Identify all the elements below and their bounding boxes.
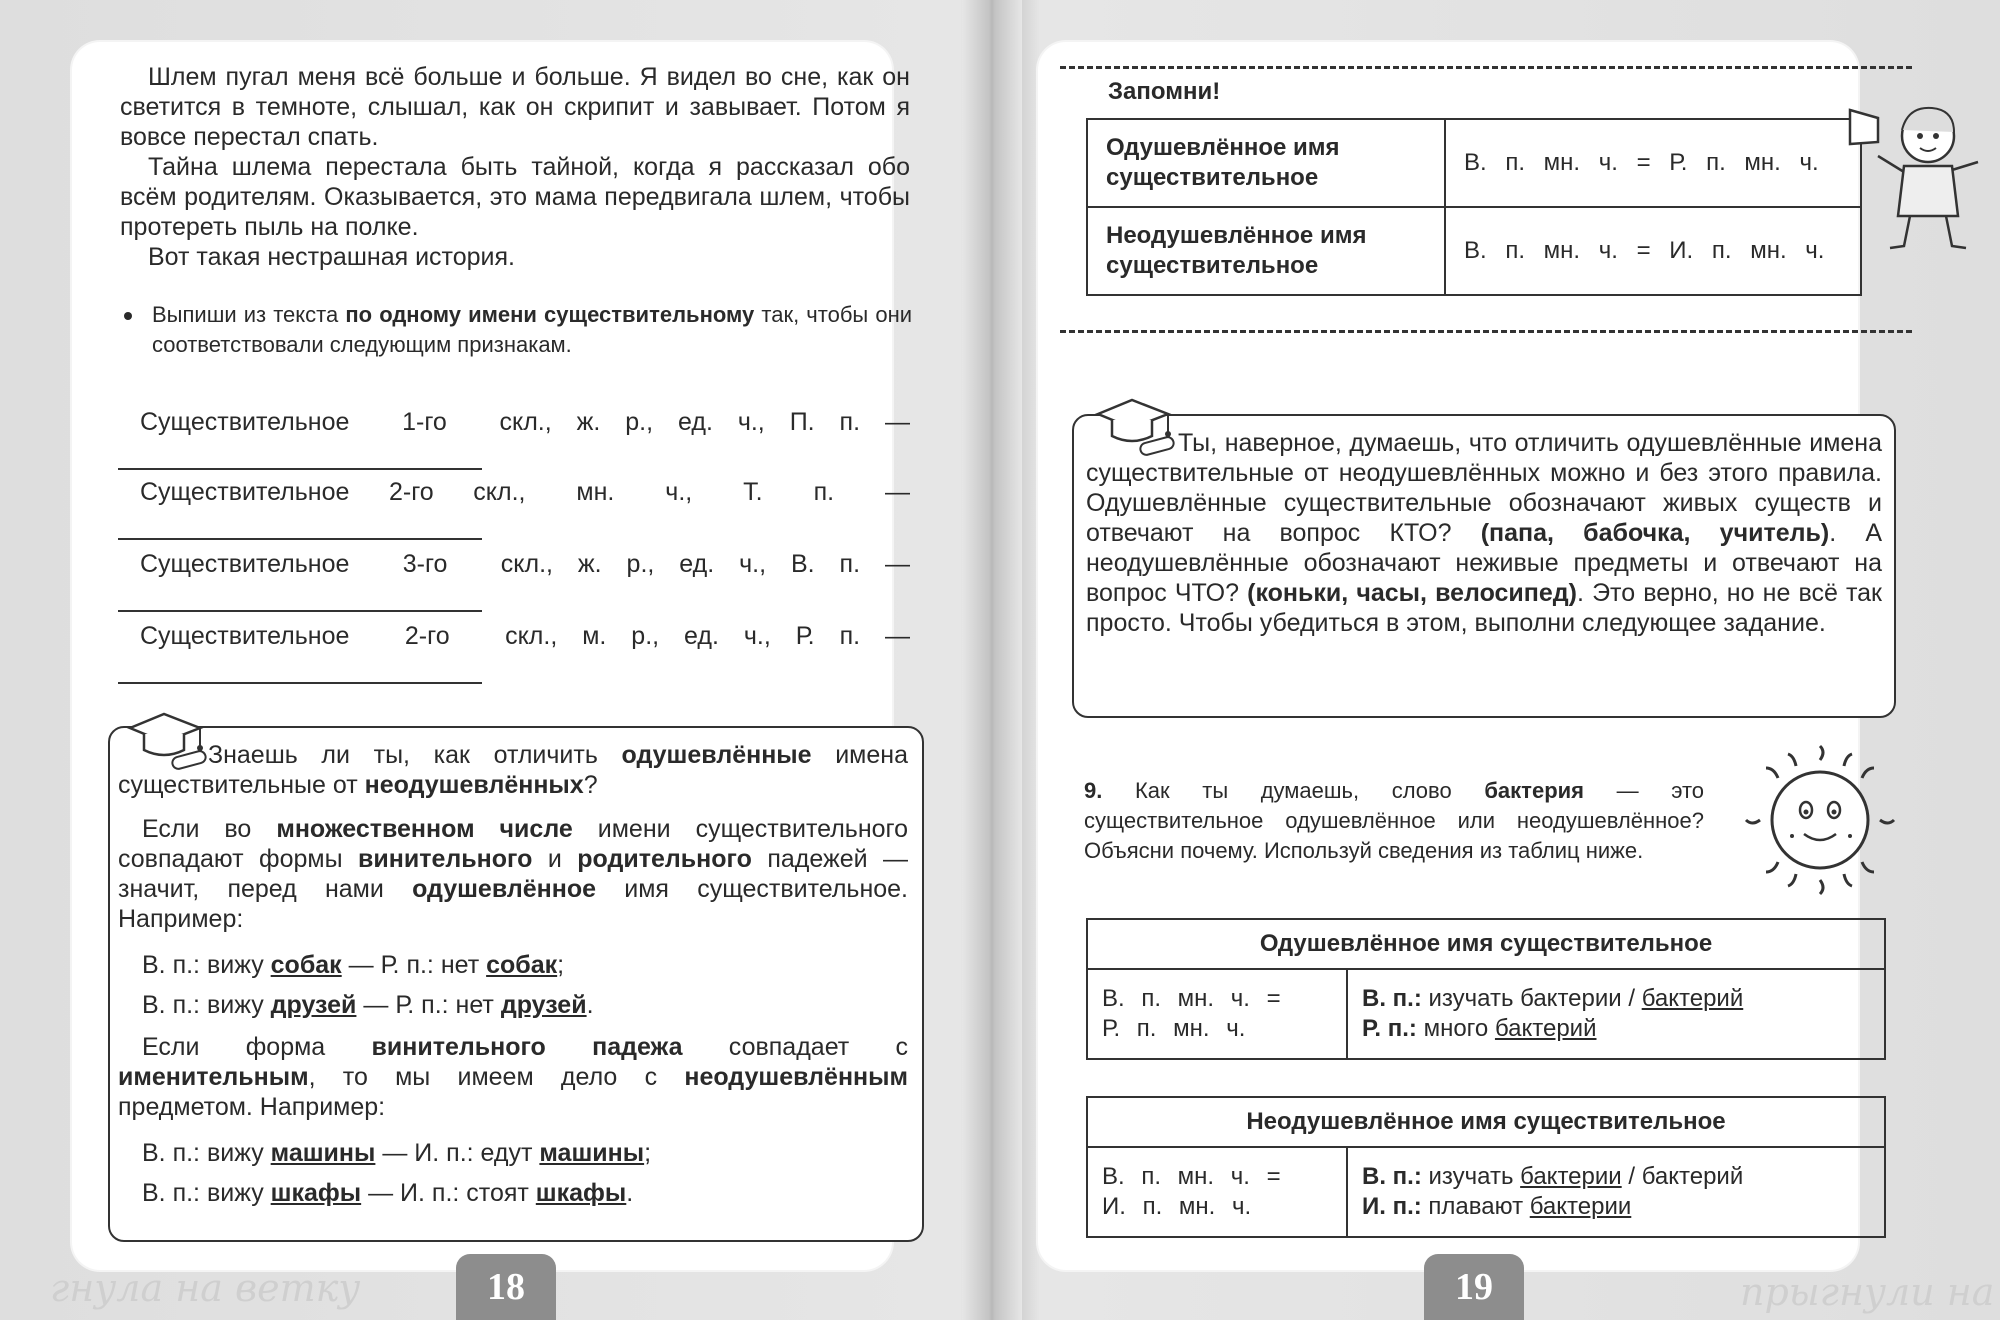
inanimate-table-examples: В. п.: изучать бактерии / бактерий И. п.: плавают бактерии [1347, 1147, 1885, 1237]
dashed-divider-top [1060, 66, 1912, 69]
dashed-divider-bottom [1060, 330, 1912, 333]
answer-line-2[interactable] [118, 538, 482, 540]
memo-table [1086, 118, 1862, 296]
rule-box-question: Знаешь ли ты, как отличить одушевлённые имена существительные от неодушевлённых? [118, 741, 908, 799]
story-paragraph-3: Вот такая нестрашная история. [148, 243, 515, 271]
boy-with-megaphone-icon [1838, 96, 1988, 256]
inanimate-table-rule: В. п. мн. ч. = И. п. мн. ч. [1087, 1147, 1347, 1237]
memo-rule-animate: В. п. мн. ч. = Р. п. мн. ч. [1445, 119, 1861, 207]
background-scribble-right: прыгнули на [1740, 1270, 1995, 1314]
memo-row-animate [1087, 119, 1861, 207]
memo-row-inanimate [1087, 207, 1861, 295]
inanimate-table-header: Неодушевлённое имя существительное [1087, 1097, 1885, 1147]
animate-table-header: Одушевлённое имя существительное [1087, 919, 1885, 969]
inanimate-table [1086, 1096, 1886, 1238]
answer-row-3: Существительное 3-го скл., ж. р., ед. ч., В. п. — [140, 550, 910, 578]
task-9: 9. Как ты думаешь, слово бактерия — это существительное одушевлённое или неодушевлённое? Объясни почему. Используй сведения из таблиц ниже. [1084, 778, 1705, 863]
page-number-right: 19 [1424, 1254, 1524, 1320]
example-1: В. п.: вижу собак — Р. п.: нет собак; [142, 951, 565, 979]
info-box-right [1072, 414, 1896, 718]
story-text [120, 62, 910, 272]
task-instruction: Выпиши из текста по одному имени существительному так, чтобы они соответствовали следующим признакам. [152, 302, 913, 357]
memo-rule-inanimate: В. п. мн. ч. = И. п. мн. ч. [1445, 207, 1861, 295]
answer-row-1: Существительное 1-го скл., ж. р., ед. ч., П. п. — [140, 408, 910, 436]
remember-title: Запомни! [1108, 78, 1221, 105]
graduation-cap-icon [1088, 386, 1178, 466]
memo-label-animate: Одушевлённое имя существительное [1087, 119, 1445, 207]
answer-row-4: Существительное 2-го скл., м. р., ед. ч., Р. п. — [140, 622, 910, 650]
story-paragraph-2: Тайна шлема перестала быть тайной, когда я рассказал обо всём родителям. Оказывается, это мама передвигала шлем, чтобы протереть пыль на полке. [120, 153, 910, 241]
example-3: В. п.: вижу машины — И. п.: едут машины; [142, 1139, 652, 1167]
answer-line-3[interactable] [118, 610, 482, 612]
answer-line-4[interactable] [118, 682, 482, 684]
bacterium-icon [1740, 740, 1900, 900]
memo-label-inanimate: Неодушевлённое имя существительное [1087, 207, 1445, 295]
book-gutter [962, 0, 1022, 1320]
animate-table [1086, 918, 1886, 1060]
rule-box-paragraph-1: Если во множественном числе имени существительного совпадают формы винительного и родительного падежей — значит, перед нами одушевлённое имя существительное. Например: [118, 815, 909, 933]
page-number-left: 18 [456, 1254, 556, 1320]
info-box-text: Ты, наверное, думаешь, что отличить одушевлённые имена существительные от неодушевлённых можно и без этого правила. Одушевлённые существительные обозначают живых существ и отвечают на вопрос КТО? (папа, бабочка, учитель). А неодушевлённые обозначают неживые предметы и отвечают на вопрос ЧТО? (коньки, часы, велосипед). Это верно, но не всё так просто. Чтобы убедиться в этом, выполни следующее задание. [1086, 429, 1882, 637]
answer-row-2: Существительное 2-го скл., мн. ч., Т. п. — [140, 478, 910, 506]
bullet-icon [124, 312, 132, 320]
answer-line-1[interactable] [118, 468, 482, 470]
rule-box-left [108, 726, 924, 1242]
story-paragraph-1: Шлем пугал меня всё больше и больше. Я видел во сне, как он светится в темноте, слышал, как он скрипит и завывает. Потом я вовсе перестал спать. [120, 63, 910, 151]
graduation-cap-icon [120, 700, 210, 780]
background-scribble-left: гнула на ветку [50, 1266, 361, 1310]
rule-box-paragraph-2: Если форма винительного падежа совпадает с именительным, то мы имеем дело с неодушевлённым предметом. Например: [118, 1033, 909, 1121]
example-4: В. п.: вижу шкафы — И. п.: стоят шкафы. [142, 1179, 634, 1207]
example-2: В. п.: вижу друзей — Р. п.: нет друзей. [142, 991, 594, 1019]
animate-table-rule: В. п. мн. ч. = Р. п. мн. ч. [1087, 969, 1347, 1059]
animate-table-examples: В. п.: изучать бактерии / бактерий Р. п.: много бактерий [1347, 969, 1885, 1059]
